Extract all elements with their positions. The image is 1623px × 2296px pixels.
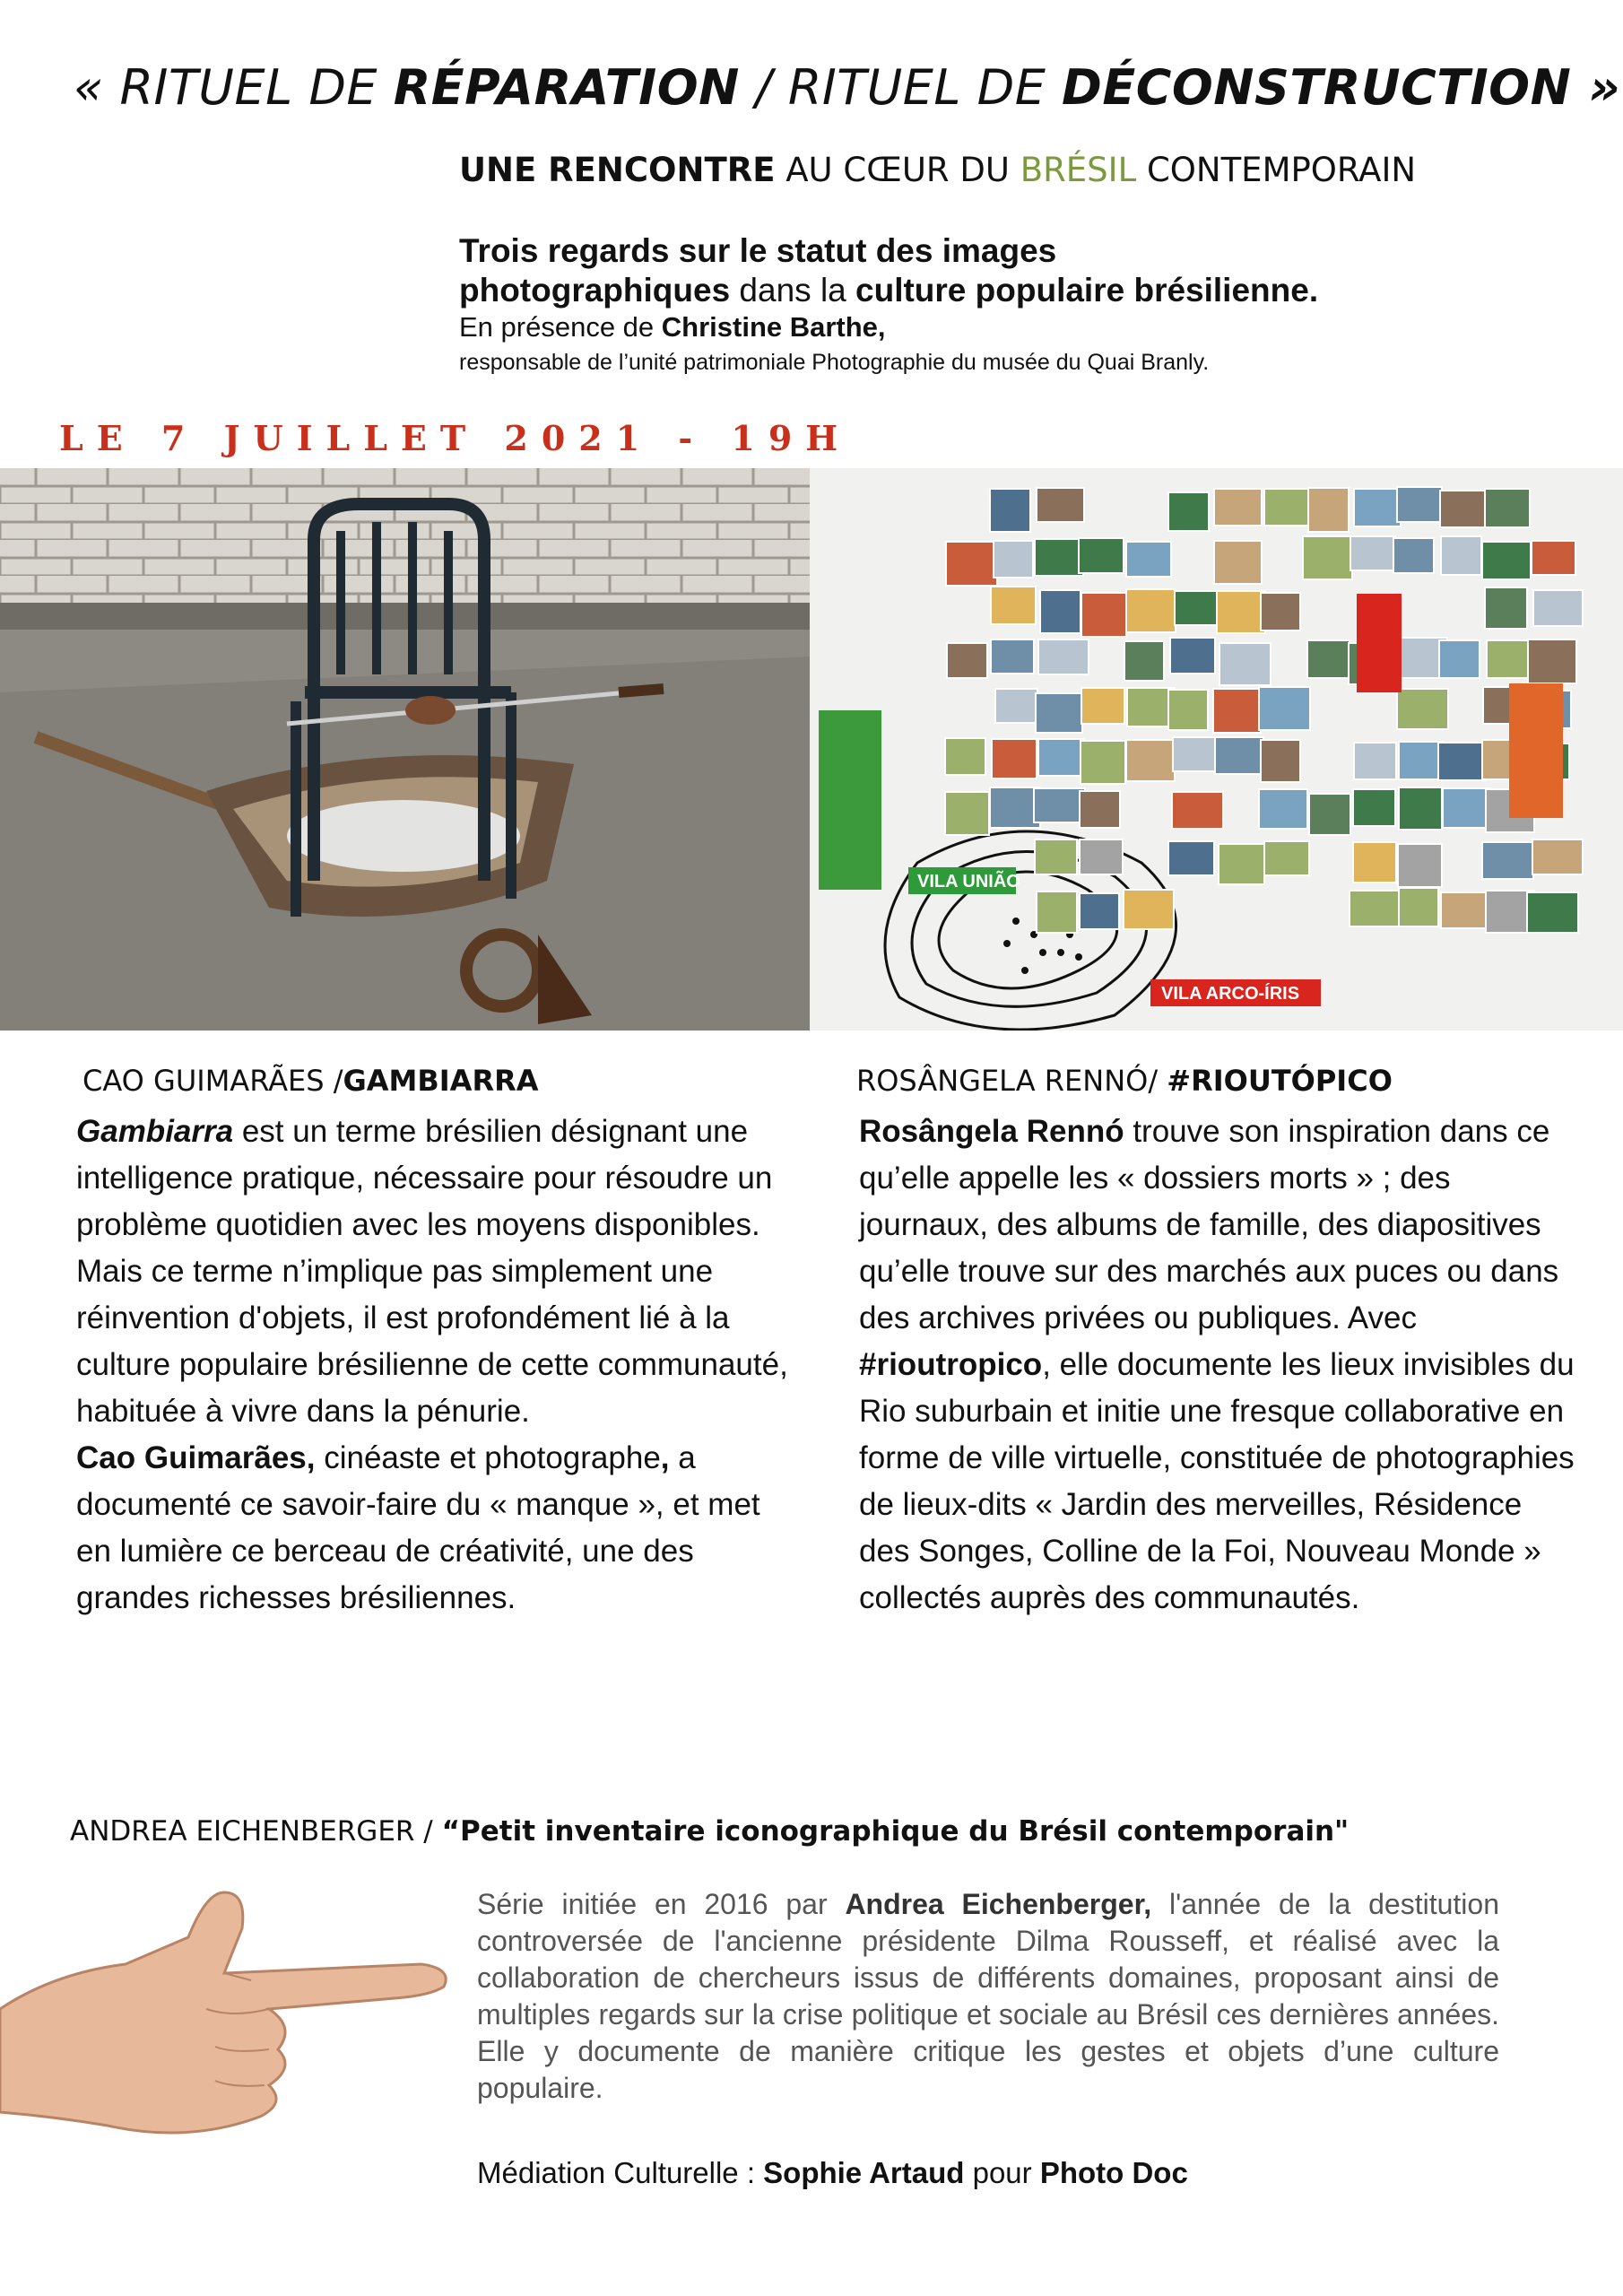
event-title: « RITUEL DE RÉPARATION / RITUEL DE DÉCONSTRUCTION » [74,59,1621,116]
photo-tile [990,489,1030,532]
photo-tile [1034,788,1085,822]
photo-tile [1081,741,1125,784]
photo-tile [1259,789,1307,829]
photo-tile [1527,892,1578,933]
photo-tile [1532,541,1575,575]
photo-tile [946,542,997,586]
photo-tile [1170,638,1215,674]
photo-tile [945,792,989,835]
photo-tile [1399,888,1438,926]
inventaire-heading: ANDREA EICHENBERGER / “Petit inventaire iconographique du Brésil contemporain" [70,1815,1350,1848]
mediation-credit: Médiation Culturelle : Sophie Artaud pour Photo Doc [477,2156,1188,2189]
photo-tile [992,739,1037,778]
gambiarra-photo [0,468,810,1031]
gambiarra-heading: CAO GUIMARÃES /GAMBIARRA [82,1064,539,1098]
photo-tile [1441,536,1481,575]
photo-tile [1037,891,1077,933]
photo-tile [994,541,1033,578]
photo-tile [1080,791,1120,828]
photo-tile [1487,640,1533,678]
photo-tile [1124,641,1164,681]
photo-tile [1215,737,1263,774]
rioutopico-text: Rosângela Rennó trouve son inspiration dans ce qu’elle appelle les « dossiers morts » ; des journaux, des albums de famille, des diapositives qu’elle trouve sur des marchés aux puces ou dans des archives privées ou publiques. Avec #rioutropico, elle documente les lieux invisibles du Rio suburbain et initie une fresque collaborative en forme de ville virtuelle, constituée de photographies de lieux-dits « Jardin des merveilles, Résidence des Songes, Colline de la Foi, Nouveau Monde » collectés auprès des communautés. [859,1114,1575,1615]
photo-tile [1350,891,1400,926]
photo-tile [1399,787,1442,830]
photo-tile [1168,841,1214,875]
photo-tile [1217,591,1265,633]
photo-tile [1440,491,1491,527]
photo-tile [1354,743,1396,779]
photo-tile [1259,687,1310,730]
photo-tile [1441,892,1491,928]
photo-tile [1214,489,1262,526]
photo-tile [1528,639,1576,683]
photo-tile [995,689,1037,723]
photo-tile [1303,536,1352,579]
photo-tile [1219,643,1271,685]
photo-tile [1080,839,1123,874]
photo-tile [1168,690,1208,730]
photo-tile [1354,489,1401,526]
photo-tile [1037,488,1084,522]
photo-tile [1533,590,1583,626]
photo-tile [1035,539,1083,576]
photo-tile [947,643,987,678]
intro-block: Trois regards sur le statut des images photographiques dans la culture populaire brésilienne. En présence de Christine Barthe, responsable de l’unité patrimoniale Photographie du musée du Quai Branly. [459,232,1319,375]
photo-tile [945,738,985,775]
photo-tile [1079,538,1124,573]
photo-tile [1393,538,1434,573]
photo-tile [1080,893,1119,929]
photo-tile [1264,489,1310,526]
photo-tile [1399,742,1443,779]
event-date: LE 7 JUILLET 2021 - 19H [59,418,852,458]
rioutopico-heading: ROSÂNGELA RENNÓ/ #RIOUTÓPICO [856,1064,1393,1098]
pointing-hand-image [0,1874,466,2144]
photo-tile [1532,839,1583,874]
photo-tile [1124,890,1174,929]
photo-tile [1485,489,1530,527]
inventaire-text: Série initiée en 2016 par Andrea Eichenberger, l'année de la destitution controversée de l'ancienne présidente Dilma Rousseff, et réalisé avec la collaboration de chercheurs issus de différents domaines, proposant ainsi de multiples regards sur la crise politique et sociale au Brésil ces dernières années. Elle y documente de manière critique les gestes et objets d’une culture populaire. [477,1888,1500,2104]
photo-tile [1353,842,1396,883]
photo-tile [1213,689,1261,733]
photo-tile [1038,639,1089,674]
photo-tile [1261,593,1300,631]
photo-tile [1350,536,1395,570]
photo-tile [1307,640,1350,678]
photo-tile [1081,688,1124,724]
photo-tile [1214,541,1262,584]
photo-tile [1126,740,1175,781]
photo-tile [1482,542,1531,579]
vila-arco-iris-text: VILA ARCO-ÍRIS [1161,984,1300,1004]
info-panel [819,710,881,890]
gambiarra-text: Gambiarra est un terme brésilien désignant une intelligence pratique, nécessaire pour résoudre un problème quotidien avec les moyens disponibles. Mais ce terme n’implique pas simplement une réinvention d'objets, il est profondément lié à la culture populaire brésilienne de cette communauté, habituée à vivre dans la pénurie. Cao Guimarães, cinéaste et photographe, a documenté ce savoir-faire du « manque », et met en lumière ce berceau de créativité, une des grandes richesses brésiliennes. [76,1114,788,1615]
photo-tile [1126,542,1171,577]
info-panel [1357,594,1402,692]
info-panel [1509,683,1563,818]
photo-tile [991,639,1034,674]
photo-tile [1126,589,1176,632]
photo-tile [990,787,1040,828]
photo-tile [1482,842,1533,879]
photo-tile [1443,788,1490,828]
photo-tile [1397,487,1442,522]
photo-tile [1261,740,1300,782]
bresil-word: BRÉSIL [1020,151,1137,189]
photo-tile [1175,591,1219,625]
vila-uniao-text: VILA UNIÃO [917,872,1020,891]
photo-tile [1353,789,1395,826]
photo-tile [1309,794,1350,835]
photo-tile [1439,640,1480,678]
photo-tile [1036,693,1082,733]
photo-tile [1397,689,1448,729]
photo-tile [1398,844,1442,887]
photo-tile [1038,739,1083,776]
photo-tile [1219,844,1264,884]
photo-tile [1438,743,1485,780]
photo-tile [1308,488,1349,532]
photo-tile [1168,492,1209,531]
photo-tile [1264,841,1309,875]
photo-tile [1173,737,1221,771]
photo-tile [1172,792,1223,829]
photo-tile [1035,839,1077,874]
photo-tile [1081,593,1126,637]
photo-tile [991,587,1036,624]
photo-tile [1040,590,1081,633]
photo-tile [1485,587,1527,629]
event-subtitle: UNE RENCONTRE AU CŒUR DU BRÉSIL CONTEMPORAIN [459,151,1417,189]
rioutopico-photo [810,468,1623,1031]
